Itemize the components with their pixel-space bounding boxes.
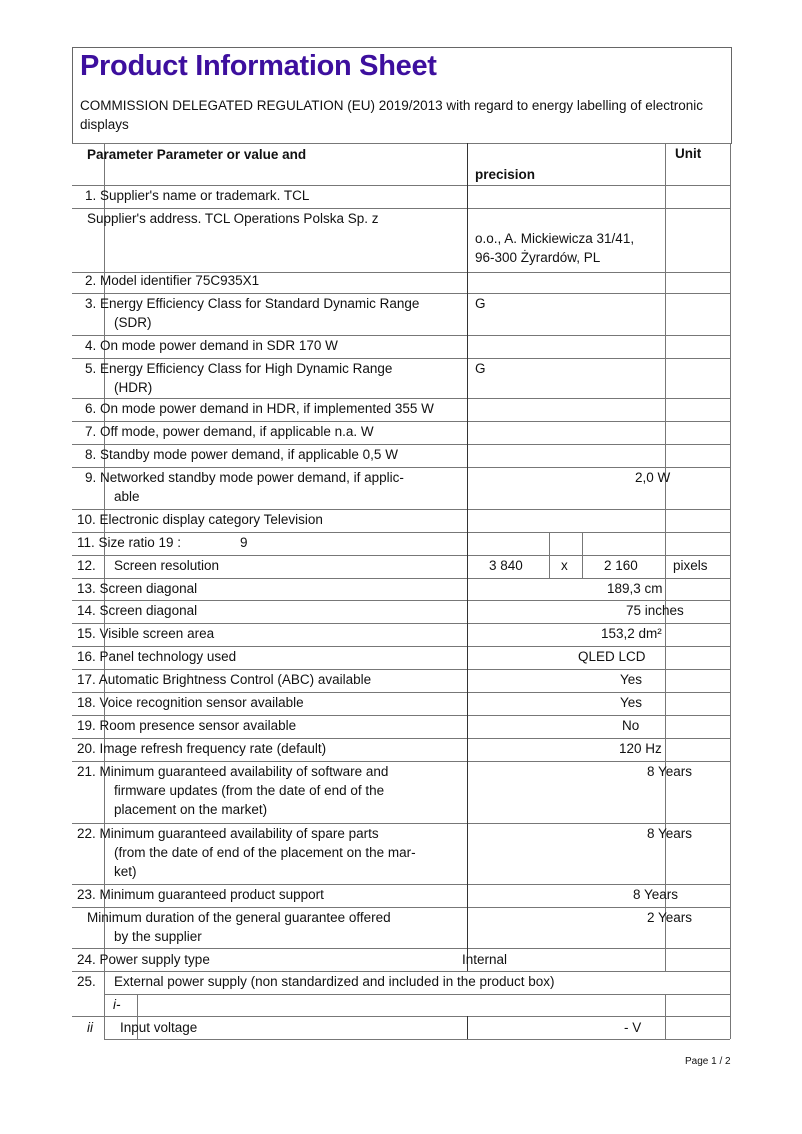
row-sub-ii-num: ii xyxy=(87,1020,93,1035)
diagonal-cm-value: 189,3 cm xyxy=(607,581,663,596)
row-off-mode-power: 7. Off mode, power demand, if applicable n.a. W xyxy=(85,424,374,439)
row-diagonal-inches: 14. Screen diagonal xyxy=(77,603,198,618)
supplier-address-line2: 96-300 Żyrardów, PL xyxy=(475,250,601,265)
row-hdr-class-cont: (HDR) xyxy=(114,380,153,395)
row-voice-recognition: 18. Voice recognition sensor available xyxy=(77,695,304,710)
row-room-presence: 19. Room presence sensor available xyxy=(77,718,297,733)
resolution-horizontal: 3 840 xyxy=(489,558,523,573)
software-updates-value: 8 Years xyxy=(647,764,693,779)
refresh-rate-value: 120 Hz xyxy=(619,741,662,756)
row-resolution-num: 12. xyxy=(77,558,96,573)
diagonal-inches-value: 75 inches xyxy=(626,603,684,618)
row-model-identifier: 2. Model identifier 75C935X1 xyxy=(85,273,260,288)
row-software-updates: 21. Minimum guaranteed availability of software and xyxy=(77,764,389,779)
row-product-support: 23. Minimum guaranteed product support xyxy=(77,887,324,902)
row-refresh-rate: 20. Image refresh frequency rate (default) xyxy=(77,741,327,756)
row-input-voltage: Input voltage xyxy=(120,1020,198,1035)
row-visible-area: 15. Visible screen area xyxy=(77,626,215,641)
row-supplier-name: 1. Supplier's name or trademark. TCL xyxy=(85,188,310,203)
product-support-value: 8 Years xyxy=(633,887,679,902)
row-networked-standby: 9. Networked standby mode power demand, if applic- xyxy=(85,470,404,485)
row-software-updates-cont1: firmware updates (from the date of end of the xyxy=(114,783,385,798)
header-unit: Unit xyxy=(675,146,702,161)
row-abc: 17. Automatic Brightness Control (ABC) available xyxy=(77,672,372,687)
size-ratio-denominator: 9 xyxy=(240,535,248,550)
resolution-x: x xyxy=(561,558,568,573)
resolution-unit: pixels xyxy=(673,558,708,573)
row-software-updates-cont2: placement on the market) xyxy=(114,802,268,817)
row-spare-parts-cont2: ket) xyxy=(114,864,137,879)
abc-value: Yes xyxy=(620,672,643,687)
hdr-class-value: G xyxy=(475,361,486,376)
page-number: Page 1 / 2 xyxy=(685,1056,731,1067)
panel-technology-value: QLED LCD xyxy=(578,649,646,664)
page-title: Product Information Sheet xyxy=(80,50,437,82)
row-sdr-class-cont: (SDR) xyxy=(114,315,152,330)
voice-recognition-value: Yes xyxy=(620,695,643,710)
row-size-ratio: 11. Size ratio 19 : xyxy=(77,535,182,550)
row-display-category: 10. Electronic display category Television xyxy=(77,512,323,527)
visible-area-value: 153,2 dm² xyxy=(601,626,662,641)
row-standby-power: 8. Standby mode power demand, if applicable 0,5 W xyxy=(85,447,398,462)
row-panel-technology: 16. Panel technology used xyxy=(77,649,237,664)
resolution-vertical: 2 160 xyxy=(604,558,638,573)
row-sub-i: i- xyxy=(113,997,121,1012)
row-sdr-class: 3. Energy Efficiency Class for Standard Dynamic Range xyxy=(85,296,420,311)
row-supplier-address: Supplier's address. TCL Operations Polska Sp. z xyxy=(87,211,379,226)
row-hdr-power: 6. On mode power demand in HDR, if implemented 355 W xyxy=(85,401,434,416)
row-networked-standby-cont: able xyxy=(114,489,140,504)
row-resolution-label: Screen resolution xyxy=(114,558,220,573)
row-spare-parts: 22. Minimum guaranteed availability of spare parts xyxy=(77,826,379,841)
row-external-psu-num: 25. xyxy=(77,974,96,989)
supplier-address-line1: o.o., A. Mickiewicza 31/41, xyxy=(475,231,635,246)
sdr-class-value: G xyxy=(475,296,486,311)
spare-parts-value: 8 Years xyxy=(647,826,693,841)
regulation-subtitle: COMMISSION DELEGATED REGULATION (EU) 2019/2013 with regard to energy labelling of electronic displays xyxy=(80,98,703,132)
row-power-supply-type: 24. Power supply type xyxy=(77,952,210,967)
header-parameter: Parameter Parameter or value and xyxy=(87,147,307,162)
row-external-psu-label: External power supply (non standardized and included in the product box) xyxy=(114,974,555,989)
row-guarantee: Minimum duration of the general guarantee offered xyxy=(87,910,391,925)
row-sdr-power: 4. On mode power demand in SDR 170 W xyxy=(85,338,338,353)
header-precision: precision xyxy=(475,167,536,182)
row-hdr-class: 5. Energy Efficiency Class for High Dynamic Range xyxy=(85,361,393,376)
input-voltage-value: - V xyxy=(624,1020,642,1035)
guarantee-value: 2 Years xyxy=(647,910,693,925)
row-spare-parts-cont1: (from the date of end of the placement on the mar- xyxy=(114,845,416,860)
row-diagonal-cm: 13. Screen diagonal xyxy=(77,581,198,596)
power-supply-type-value: Internal xyxy=(462,952,508,967)
networked-standby-value: 2,0 W xyxy=(635,470,671,485)
room-presence-value: No xyxy=(622,718,640,733)
row-guarantee-cont: by the supplier xyxy=(114,929,202,944)
